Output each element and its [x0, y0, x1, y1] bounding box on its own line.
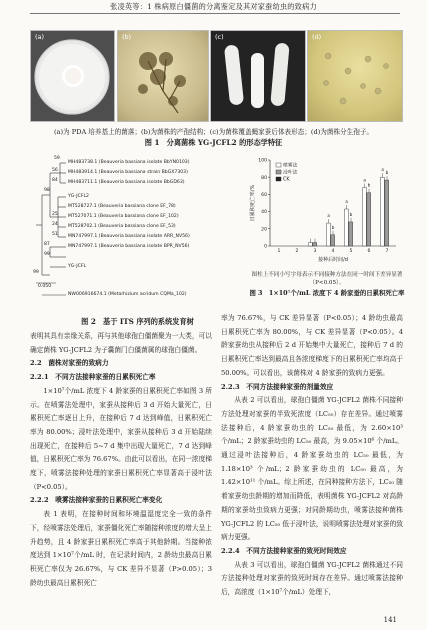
legend-swatch	[276, 170, 281, 174]
tree-taxon: YG-JCFL	[68, 264, 87, 269]
bootstrap-value: 59	[54, 156, 60, 161]
running-head: 张凌英等：1 株病原白僵菌的分离鉴定及其对家蚕幼虫的致病力	[110, 2, 317, 11]
x-tick-label: 3	[313, 249, 317, 254]
y-tick-label: 0	[264, 244, 267, 250]
legend-label: 浸叶法	[283, 170, 298, 176]
bootstrap-value: 99	[44, 252, 50, 257]
bar-喷雾法	[345, 209, 349, 246]
y-tick-label: 20	[261, 227, 267, 233]
chart-canvas	[248, 152, 403, 270]
figure2-phylogenetic-tree	[30, 155, 245, 313]
header-rule	[30, 13, 400, 14]
bar-喷雾法	[309, 243, 313, 246]
bar-喷雾法	[381, 177, 385, 246]
figure1-panel-c-infected-larvae	[210, 30, 306, 122]
figure3-note: 图柱上不同小写字母表示不同接种方法在同一时间下差异显著（P<0.05）。	[251, 272, 403, 286]
right-text-column	[221, 312, 403, 600]
figure1-note: (a)为 PDA 培养基上的菌落；(b)为菌株的产孢结构；(c)为菌株覆盖蝇家蚕后体表形态；(d)为菌株分生孢子。	[53, 128, 374, 136]
x-tick-label: 5	[349, 249, 353, 254]
tree-taxon: MH483711.1 (Beauveria bassiana isolate BbGD63)	[68, 180, 185, 185]
panel-label-b: (b)	[122, 33, 132, 41]
subsection-heading: 2.2.4 不同方法接种家蚕的致死时间效应	[221, 546, 347, 555]
figure2-title: 图 2 基于 ITS 序列的系统发育树	[81, 317, 194, 326]
x-tick-label: 1	[277, 249, 281, 254]
tree-taxon: NW006916674.1 (Metarhizium acridum CQMa_102)	[68, 292, 187, 297]
bootstrap-value: 56	[52, 168, 58, 173]
significance-label: a	[363, 177, 366, 183]
figure3-title: 图 3 1×10⁷个/mL 浓度下 4 龄家蚕的日累积死亡率	[249, 289, 405, 298]
y-tick-label: 40	[261, 210, 267, 216]
bar-喷雾法	[327, 223, 331, 246]
tree-taxon: MT528702.1 (Beauveria bassiana clone EF_53)	[68, 224, 176, 229]
legend-label: CK	[283, 177, 290, 183]
x-tick-label: 2	[295, 249, 299, 254]
paragraph: 表明其具有亲缘关系，再与其他球孢白僵菌聚为一大类，可以确定菌株 YG-JCFL2 为子囊菌门白僵菌属的球孢白僵菌。	[30, 332, 212, 354]
paragraph: 率为 76.67%，与 CK 差异显著（P<0.05）；4 龄幼虫最高日累积死亡率为 80.00%，与 CK 差异显著（P<0.05）。4 龄家蚕幼虫从接种后 2 d 开始集中大量死亡，接种后 7 d 的日累积死亡率达到最高且各浓度梯度下的日累积死亡率均高于 50.00%。可以看出，该菌株对 4 龄家蚕的致病力更强。	[221, 314, 403, 377]
panel-label-a: (a)	[35, 33, 45, 41]
x-axis-label: 接种后时间/d	[318, 257, 348, 263]
tree-taxon: MH483914.1 (Beauveria bassiana strain BbGX7303)	[68, 170, 188, 175]
bootstrap-value: 84	[52, 178, 58, 183]
subsection-heading: 2.2.3 不同方法接种家蚕的剂量效应	[221, 382, 334, 391]
paragraph: 从表 2 可以看出，球孢白僵菌 YG-JCFL2 菌株不同接种方法处理对家蚕的半致死浓度（LC₅₀）存在差异。通过喷雾法接种后，4 龄家蚕幼虫的 LC₅₀ 最低，为 2.60×10³ 个/mL；2 龄家蚕幼虫的 LC₅₀ 最高，为 9.05×10⁶ 个/mL。通过浸叶法接种后，4 龄家蚕幼虫的 LC₅₀ 最低，为 1.18×10³ 个/mL；2 龄家蚕幼虫的 LC₅₀ 最高，为 1.42×10¹¹ 个/mL。综上所述，在同种接种方法下，LC₅₀ 随着家蚕幼虫龄期的增加而降低，表明菌株 YG-JCFL2 对高龄期的家蚕幼虫致病力更强；对同龄期幼虫，喷雾法接种菌株 YG-JCFL2 的 LC₅₀ 低于浸叶法，说明喷雾法处理对家蚕的致病力更强。	[221, 396, 403, 542]
bar-浸叶法	[349, 222, 353, 246]
figure1-panel-b-spore-structure	[117, 30, 209, 122]
y-tick-label: 60	[261, 193, 267, 198]
legend-swatch	[276, 177, 281, 181]
legend-swatch	[276, 163, 281, 167]
bootstrap-value: 25	[52, 212, 58, 217]
legend-label: 喷雾法	[283, 163, 298, 169]
significance-label: b	[367, 182, 371, 188]
left-text-column	[30, 330, 212, 590]
significance-label: b	[349, 211, 353, 217]
y-tick-label: 100	[258, 158, 267, 164]
paragraph: 从表 3 可以看出，球孢白僵菌 YG-JCFL2 菌株通过不同方法接种处理对家蚕的致死时间存在差异。通过喷雾法接种后，高浓度（1×10⁷个/mL）处理下，	[221, 560, 403, 597]
bootstrap-value: 51	[52, 232, 58, 237]
y-axis-label: 日累积死亡率/%	[250, 184, 256, 222]
tree-taxon: MT527071.1 (Beauveria bassiana clone EF_102)	[68, 214, 179, 219]
tree-scale-label: 0.050	[38, 284, 52, 289]
bootstrap-value: 24	[52, 222, 58, 227]
bar-浸叶法	[313, 243, 317, 246]
y-tick-label: 80	[261, 175, 267, 181]
figure3-bar-chart	[248, 152, 403, 270]
significance-label: a	[327, 213, 330, 219]
panel-label-c: (c)	[215, 33, 224, 41]
tree-taxon: YG-JCFL2	[68, 194, 89, 199]
bootstrap-value: 98	[44, 188, 50, 193]
tree-taxon: MN747997.1 (Beauveria bassiana isolate ARR_NV56)	[68, 234, 190, 239]
section-heading: 2.2 菌株对家蚕的致病力	[30, 359, 109, 368]
significance-label: a	[345, 199, 348, 205]
bar-浸叶法	[385, 180, 389, 246]
significance-label: b	[331, 224, 335, 230]
tree-taxon: MN747997.1 (Beauveria bassiana isolate BPR_NV56)	[68, 244, 190, 249]
tree-taxon: MT528727.1 (Beauveria bassiana clone EF_78)	[68, 204, 176, 209]
significance-label: a	[381, 167, 384, 173]
figure3-caption	[248, 272, 406, 298]
tree-taxon: MH483738.1 (Beauveria bassiana isolate BbYN0103)	[68, 160, 190, 165]
bar-浸叶法	[367, 193, 371, 246]
bar-浸叶法	[331, 235, 335, 246]
x-tick-label: 7	[385, 249, 389, 254]
figure1-panel-a-petri-dish	[30, 30, 115, 122]
subsection-heading: 2.2.1 不同方法接种家蚕的日累积死亡率	[30, 373, 156, 382]
x-tick-label: 6	[367, 249, 371, 254]
figure1-panel-d-conidia	[307, 30, 403, 122]
panel-label-d: (d)	[312, 33, 322, 41]
page-number: 141	[383, 616, 397, 624]
figure1-title: 图 1 分离菌株 YG-JCFL2 的形态学特征	[144, 138, 283, 147]
bootstrap-value: 99	[33, 270, 39, 275]
bootstrap-value: 87	[44, 242, 50, 247]
subsection-heading: 2.2.2 喷雾法接种家蚕的日累积死亡率变化	[30, 496, 163, 505]
significance-label: b	[385, 170, 389, 176]
bar-喷雾法	[363, 188, 367, 246]
x-tick-label: 4	[331, 249, 335, 254]
paragraph: 表 1 表明，在接种时间和环境温湿度完全一致的条件下，经喷雾法处理后，家蚕僵化死亡率随接种浓度的增大呈上升趋势，且 4 龄家蚕日累积死亡率高于其他龄期。当接种浓度达到 1×10⁷个/mL 时，在记录时间内，2 龄幼虫最高日累积死亡率仅为 26.67%，与 CK 差异不显著（P>0.05）；3 龄幼虫最高日累积死亡	[30, 510, 212, 587]
paragraph: 1×10⁷个/mL 浓度下 4 龄家蚕的日累积死亡率如图 3 所示。在喷雾法处理中，家蚕从接种后 3 d 开始大量死亡，日累积死亡率逐日上升，在接种后 7 d 达到峰值，日累积死亡率为 80.00%；浸叶法处理中，家蚕从接种后 3 d 开始陆续出现死亡，在接种后 5~7 d 集中出现大量死亡，7 d 达到峰值，日累积死亡率为 76.67%。由此可以看出，在同一浓度梯度下，喷雾法接种处理的家蚕日累积死亡率显著高于浸叶法（P<0.05）。	[30, 386, 212, 491]
